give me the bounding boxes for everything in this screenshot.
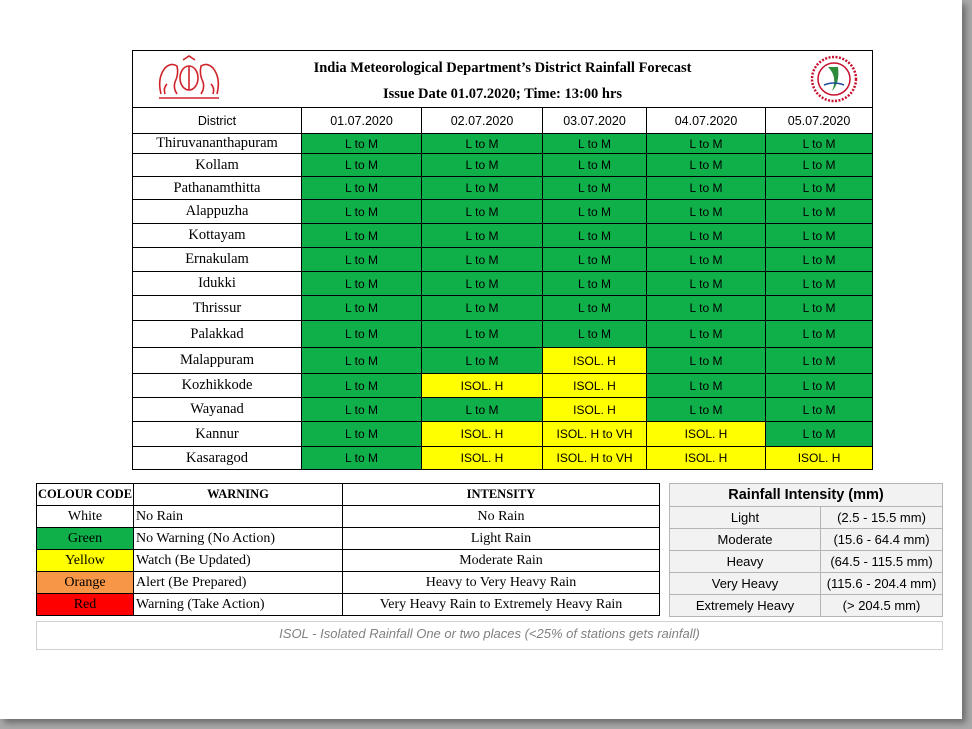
district-row	[133, 398, 873, 422]
legend-row	[37, 506, 660, 528]
forecast-cell: L to M	[422, 154, 543, 177]
forecast-cell: L to M	[302, 422, 422, 447]
warning-cell: No Warning (No Action)	[134, 528, 343, 550]
colour-code-legend-table	[36, 483, 660, 616]
forecast-cell: L to M	[647, 272, 766, 296]
forecast-cell: L to M	[422, 134, 543, 154]
warning-cell: No Rain	[134, 506, 343, 528]
intensity-range: (2.5 - 15.5 mm)	[821, 507, 943, 529]
forecast-cell: L to M	[302, 154, 422, 177]
legend-row	[37, 528, 660, 550]
forecast-cell: L to M	[543, 177, 647, 200]
forecast-cell: L to M	[766, 296, 873, 321]
intensity-range: (> 204.5 mm)	[821, 595, 943, 617]
district-name: Kollam	[133, 154, 302, 177]
forecast-cell: L to M	[766, 272, 873, 296]
intensity-cell: Light Rain	[343, 528, 660, 550]
forecast-cell: L to M	[647, 374, 766, 398]
district-name: Alappuzha	[133, 200, 302, 224]
colour-code-cell: Yellow	[37, 550, 134, 572]
district-name: Kottayam	[133, 224, 302, 248]
legend-header-warning: WARNING	[134, 484, 343, 506]
warning-cell: Alert (Be Prepared)	[134, 572, 343, 594]
forecast-cell: L to M	[543, 272, 647, 296]
rainfall-intensity-table	[669, 483, 943, 617]
forecast-cell: L to M	[766, 177, 873, 200]
intensity-row	[670, 573, 943, 595]
forecast-table	[132, 50, 873, 470]
forecast-column-header-row	[133, 108, 873, 134]
intensity-cell: Very Heavy Rain to Extremely Heavy Rain	[343, 594, 660, 616]
legend-row	[37, 550, 660, 572]
forecast-cell: L to M	[647, 224, 766, 248]
date-column-header: 03.07.2020	[543, 108, 647, 134]
district-row	[133, 248, 873, 272]
forecast-cell: L to M	[647, 248, 766, 272]
district-name: Wayanad	[133, 398, 302, 422]
intensity-row	[670, 595, 943, 617]
forecast-cell: L to M	[302, 272, 422, 296]
district-name: Kozhikkode	[133, 374, 302, 398]
district-name: Kannur	[133, 422, 302, 447]
legend-header-intensity: INTENSITY	[343, 484, 660, 506]
forecast-cell: L to M	[647, 177, 766, 200]
intensity-range: (115.6 - 204.4 mm)	[821, 573, 943, 595]
district-name: Idukki	[133, 272, 302, 296]
forecast-cell: ISOL. H	[543, 398, 647, 422]
isol-footnote: ISOL - Isolated Rainfall One or two places (<25% of stations gets rainfall)	[36, 621, 943, 650]
imd-logo-icon	[810, 55, 858, 108]
forecast-cell: ISOL. H to VH	[543, 422, 647, 447]
district-row	[133, 134, 873, 154]
colour-code-cell: White	[37, 506, 134, 528]
forecast-cell: L to M	[766, 398, 873, 422]
forecast-cell: ISOL. H	[422, 374, 543, 398]
date-column-header: 02.07.2020	[422, 108, 543, 134]
forecast-cell: L to M	[422, 272, 543, 296]
forecast-cell: L to M	[766, 134, 873, 154]
district-name: Thiruvananthapuram	[133, 134, 302, 154]
district-name: Ernakulam	[133, 248, 302, 272]
district-name: Palakkad	[133, 321, 302, 348]
date-column-header: 04.07.2020	[647, 108, 766, 134]
forecast-cell: L to M	[422, 248, 543, 272]
forecast-cell: L to M	[647, 398, 766, 422]
forecast-cell: L to M	[422, 177, 543, 200]
district-row	[133, 224, 873, 248]
forecast-cell: L to M	[302, 447, 422, 470]
district-row	[133, 422, 873, 447]
intensity-row	[670, 551, 943, 573]
forecast-header	[133, 51, 873, 108]
forecast-cell: ISOL. H to VH	[543, 447, 647, 470]
forecast-cell: L to M	[647, 321, 766, 348]
intensity-label: Light	[670, 507, 821, 529]
forecast-cell: ISOL. H	[422, 422, 543, 447]
forecast-cell: L to M	[543, 224, 647, 248]
forecast-cell: L to M	[766, 248, 873, 272]
colour-code-cell: Green	[37, 528, 134, 550]
intensity-cell: No Rain	[343, 506, 660, 528]
intensity-label: Very Heavy	[670, 573, 821, 595]
intensity-range: (15.6 - 64.4 mm)	[821, 529, 943, 551]
forecast-cell: L to M	[302, 398, 422, 422]
forecast-cell: L to M	[647, 200, 766, 224]
colour-code-cell: Orange	[37, 572, 134, 594]
district-name: Thrissur	[133, 296, 302, 321]
district-name: Malappuram	[133, 348, 302, 374]
forecast-cell: L to M	[302, 200, 422, 224]
forecast-cell: L to M	[766, 321, 873, 348]
intensity-cell: Heavy to Very Heavy Rain	[343, 572, 660, 594]
forecast-cell: ISOL. H	[543, 348, 647, 374]
legend-header-colour-code: COLOUR CODE	[37, 484, 134, 506]
forecast-cell: L to M	[422, 224, 543, 248]
district-column-header: District	[133, 108, 302, 134]
forecast-cell: L to M	[766, 422, 873, 447]
forecast-cell: ISOL. H	[422, 447, 543, 470]
forecast-cell: L to M	[422, 200, 543, 224]
district-row	[133, 154, 873, 177]
forecast-cell: ISOL. H	[647, 422, 766, 447]
district-row	[133, 348, 873, 374]
district-row	[133, 296, 873, 321]
district-row	[133, 272, 873, 296]
date-column-header: 01.07.2020	[302, 108, 422, 134]
intensity-label: Extremely Heavy	[670, 595, 821, 617]
forecast-cell: L to M	[302, 248, 422, 272]
warning-cell: Warning (Take Action)	[134, 594, 343, 616]
district-name: Pathanamthitta	[133, 177, 302, 200]
district-row	[133, 447, 873, 470]
forecast-cell: L to M	[543, 248, 647, 272]
forecast-cell: L to M	[422, 398, 543, 422]
intensity-row	[670, 529, 943, 551]
forecast-cell: L to M	[647, 296, 766, 321]
date-column-header: 05.07.2020	[766, 108, 873, 134]
forecast-cell: L to M	[422, 321, 543, 348]
forecast-cell: L to M	[766, 348, 873, 374]
forecast-cell: L to M	[543, 296, 647, 321]
forecast-cell: L to M	[422, 348, 543, 374]
intensity-range: (64.5 - 115.5 mm)	[821, 551, 943, 573]
forecast-cell: L to M	[647, 154, 766, 177]
forecast-cell: ISOL. H	[647, 447, 766, 470]
forecast-cell: ISOL. H	[543, 374, 647, 398]
district-name: Kasaragod	[133, 447, 302, 470]
forecast-cell: L to M	[543, 134, 647, 154]
forecast-cell: L to M	[543, 154, 647, 177]
legend-row	[37, 572, 660, 594]
intensity-cell: Moderate Rain	[343, 550, 660, 572]
forecast-cell: ISOL. H	[766, 447, 873, 470]
forecast-cell: L to M	[302, 374, 422, 398]
forecast-title: India Meteorological Department’s District Rainfall Forecast	[313, 60, 692, 76]
warning-cell: Watch (Be Updated)	[134, 550, 343, 572]
forecast-cell: L to M	[543, 321, 647, 348]
forecast-cell: L to M	[302, 321, 422, 348]
forecast-cell: L to M	[302, 177, 422, 200]
forecast-cell: L to M	[766, 200, 873, 224]
district-row	[133, 200, 873, 224]
issue-line: Issue Date 01.07.2020; Time: 13:00 hrs	[382, 86, 623, 102]
forecast-cell: L to M	[302, 348, 422, 374]
district-row	[133, 177, 873, 200]
forecast-cell: L to M	[302, 134, 422, 154]
forecast-cell: L to M	[766, 374, 873, 398]
forecast-cell: L to M	[647, 134, 766, 154]
district-row	[133, 374, 873, 398]
district-row	[133, 321, 873, 348]
forecast-cell: L to M	[543, 200, 647, 224]
forecast-cell: L to M	[302, 224, 422, 248]
intensity-label: Heavy	[670, 551, 821, 573]
forecast-cell: L to M	[302, 296, 422, 321]
forecast-cell: L to M	[647, 348, 766, 374]
forecast-cell: L to M	[766, 224, 873, 248]
intensity-row	[670, 507, 943, 529]
legend-row	[37, 594, 660, 616]
forecast-cell: L to M	[422, 296, 543, 321]
forecast-cell: L to M	[766, 154, 873, 177]
colour-code-cell: Red	[37, 594, 134, 616]
rainfall-intensity-title: Rainfall Intensity (mm)	[670, 484, 943, 507]
intensity-label: Moderate	[670, 529, 821, 551]
